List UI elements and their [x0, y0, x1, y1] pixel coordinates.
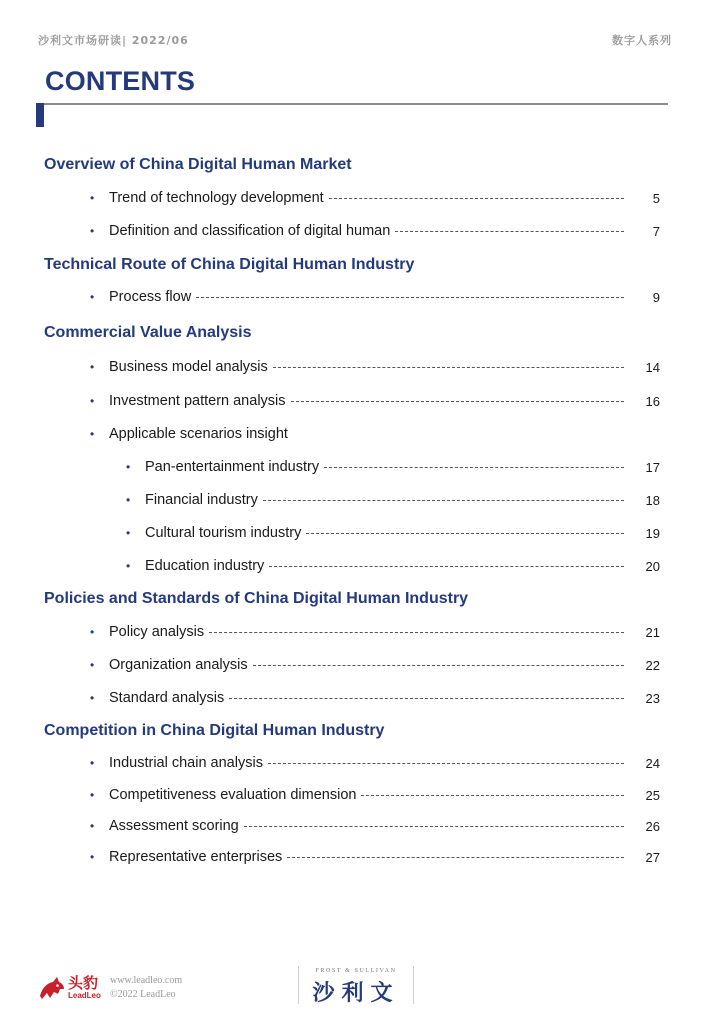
- bullet-icon: •: [90, 850, 95, 864]
- copyright-text: ©2022 LeadLeo: [110, 989, 176, 1000]
- toc-page-number: 18: [645, 492, 660, 508]
- brand-chinese-name: 头豹: [68, 974, 99, 992]
- toc-entry-label: Cultural tourism industry: [145, 525, 302, 541]
- toc-entry-label: Competitiveness evaluation dimension: [109, 787, 357, 803]
- toc-entry-label: Policy analysis: [109, 624, 205, 640]
- toc-entry[interactable]: [90, 754, 660, 772]
- toc-entry[interactable]: [90, 392, 660, 410]
- dotted-leader: [253, 664, 624, 666]
- dotted-leader: [209, 631, 624, 633]
- toc-entry-label: Pan-entertainment industry: [145, 459, 320, 475]
- toc-section-title[interactable]: Policies and Standards of China Digital Human Industry: [44, 590, 469, 607]
- toc-page-number: 19: [645, 525, 660, 541]
- dotted-leader: [329, 197, 624, 199]
- toc-entry-label: Financial industry: [145, 492, 258, 508]
- toc-page-number: 21: [645, 624, 660, 640]
- bullet-icon: •: [90, 658, 95, 672]
- toc-section-title[interactable]: Competition in China Digital Human Industry: [44, 722, 385, 739]
- toc-page-number: 26: [645, 818, 660, 834]
- bullet-icon: •: [90, 290, 95, 304]
- bullet-icon: •: [90, 394, 95, 408]
- dotted-leader: [361, 794, 624, 796]
- dotted-leader: [263, 499, 624, 501]
- toc-entry-label: Representative enterprises: [109, 849, 283, 865]
- toc-section-title[interactable]: Technical Route of China Digital Human Industry: [44, 256, 415, 273]
- toc-entry[interactable]: [90, 623, 660, 641]
- toc-entry-label: Standard analysis: [109, 690, 225, 706]
- toc-entry-label: Industrial chain analysis: [109, 755, 263, 771]
- dotted-leader: [244, 825, 624, 827]
- toc-subentry[interactable]: [126, 524, 660, 542]
- dotted-leader: [287, 856, 624, 858]
- website-url: www.leadleo.com: [110, 975, 183, 986]
- bullet-icon: •: [90, 788, 95, 802]
- toc-entry-label: Investment pattern analysis: [109, 393, 286, 409]
- dotted-leader: [268, 762, 624, 764]
- toc-entry[interactable]: [90, 288, 660, 306]
- dotted-leader: [395, 230, 624, 232]
- toc-entry-label: Assessment scoring: [109, 818, 239, 834]
- toc-section-title[interactable]: Overview of China Digital Human Market: [44, 156, 352, 173]
- toc-entry[interactable]: [90, 786, 660, 804]
- toc-subentry[interactable]: [126, 491, 660, 509]
- toc-page-number: 17: [645, 459, 660, 475]
- toc-page-number: 9: [652, 289, 660, 305]
- bullet-icon: •: [126, 559, 131, 573]
- header-right-text: 数字人系列: [612, 34, 672, 47]
- toc-entry[interactable]: [90, 656, 660, 674]
- toc-entry-label: Applicable scenarios insight: [109, 426, 288, 442]
- bullet-icon: •: [90, 360, 95, 374]
- toc-entry[interactable]: [90, 222, 660, 240]
- toc-page-number: 5: [652, 190, 660, 206]
- toc-page-number: 22: [645, 657, 660, 673]
- toc-entry[interactable]: [90, 189, 660, 207]
- frost-sullivan-logo: [298, 966, 414, 1004]
- toc-page-number: 20: [645, 558, 660, 574]
- bullet-icon: •: [90, 691, 95, 705]
- partner-chinese-name: 沙利文: [312, 981, 400, 1006]
- toc-page-number: 16: [645, 393, 660, 409]
- bullet-icon: •: [90, 191, 95, 205]
- toc-entry-label: Trend of technology development: [109, 190, 324, 206]
- page-title: CONTENTS: [45, 66, 196, 96]
- toc-page-number: 7: [652, 223, 660, 239]
- toc-entry-label: Organization analysis: [109, 657, 248, 673]
- bullet-icon: •: [90, 427, 95, 441]
- toc-entry-label: Education industry: [145, 558, 265, 574]
- bullet-icon: •: [126, 493, 131, 507]
- toc-section-title[interactable]: Commercial Value Analysis: [44, 324, 252, 341]
- toc-page-number: 25: [645, 787, 660, 803]
- toc-entry[interactable]: [90, 848, 660, 866]
- toc-entry[interactable]: [90, 425, 660, 443]
- bullet-icon: •: [90, 756, 95, 770]
- dotted-leader: [269, 565, 624, 567]
- bullet-icon: •: [126, 460, 131, 474]
- partner-english-name: FROST & SULLIVAN: [315, 968, 397, 974]
- leadleo-brand: [38, 972, 188, 1006]
- leopard-logo-icon: [38, 974, 66, 1002]
- dotted-leader: [306, 532, 624, 534]
- toc-page-number: 14: [645, 359, 660, 375]
- dotted-leader: [291, 400, 624, 402]
- toc-entry[interactable]: [90, 689, 660, 707]
- brand-english-name: LeadLeo: [68, 991, 101, 1000]
- title-divider: [36, 103, 668, 105]
- toc-page-number: 23: [645, 690, 660, 706]
- toc-subentry[interactable]: [126, 557, 660, 575]
- toc-entry-label: Business model analysis: [109, 359, 268, 375]
- bullet-icon: •: [90, 224, 95, 238]
- toc-entry[interactable]: [90, 358, 660, 376]
- title-accent-bar: [36, 103, 44, 127]
- bullet-icon: •: [126, 526, 131, 540]
- dotted-leader: [229, 697, 624, 699]
- header-left-text: 沙利文市场研读| 2022/06: [38, 34, 189, 47]
- toc-subentry[interactable]: [126, 458, 660, 476]
- bullet-icon: •: [90, 625, 95, 639]
- toc-page-number: 27: [645, 849, 660, 865]
- dotted-leader: [273, 366, 624, 368]
- toc-entry[interactable]: [90, 817, 660, 835]
- toc-entry-label: Process flow: [109, 289, 192, 305]
- bullet-icon: •: [90, 819, 95, 833]
- dotted-leader: [324, 466, 624, 468]
- dotted-leader: [196, 296, 624, 298]
- toc-entry-label: Definition and classification of digital human: [109, 223, 391, 239]
- toc-page-number: 24: [645, 755, 660, 771]
